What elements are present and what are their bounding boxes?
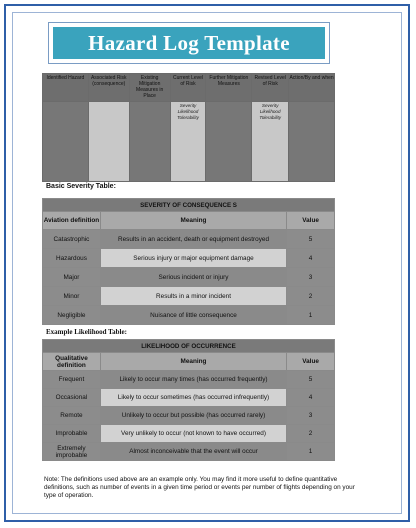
meaning-cell: Serious injury or major equipment damage	[100, 249, 286, 268]
definition-cell: Frequent	[43, 371, 101, 389]
table-row	[43, 443, 335, 461]
hazard-log-header: Further Mitigation Measures	[206, 74, 252, 102]
hazard-log-cell[interactable]	[206, 102, 252, 182]
hazard-log-cell[interactable]	[43, 102, 89, 182]
table-row	[43, 306, 335, 325]
hazard-log-header: Revised Level of Risk	[252, 74, 289, 102]
definition-cell: Occasional	[43, 389, 101, 407]
meaning-cell: Very unlikely to occur (not known to have occurred)	[100, 425, 286, 443]
footnote: Note: The definitions used above are an example only. You may find it more useful to define quantitative definitions, such as number of events in a given time period or events per number of flights depending on your type of operation.	[44, 476, 355, 499]
hazard-log-cell[interactable]	[129, 102, 170, 182]
hazard-log-cell[interactable]: Severity Likelihood Tolerability	[252, 102, 289, 182]
value-cell: 1	[287, 443, 335, 461]
value-cell: 2	[287, 287, 335, 306]
hazard-log-entry-row	[43, 102, 335, 182]
definition-cell: Extremely improbable	[43, 443, 101, 461]
meaning-cell: Results in a minor incident	[100, 287, 286, 306]
column-header: Aviation definition	[43, 212, 101, 230]
likelihood-column-headers	[43, 353, 335, 371]
likelihood-table-title: LIKELIHOOD OF OCCURRENCE	[43, 340, 335, 353]
hazard-log-header: Existing Mitigation Measures in Place	[129, 74, 170, 102]
table-row	[43, 407, 335, 425]
likelihood-table	[42, 339, 335, 461]
severity-table	[42, 198, 335, 325]
page-title: Hazard Log Template	[88, 30, 290, 55]
likelihood-table-label: Example Likelihood Table:	[46, 328, 127, 336]
severity-column-headers	[43, 212, 335, 230]
value-cell: 5	[287, 230, 335, 249]
value-cell: 5	[287, 371, 335, 389]
meaning-cell: Unlikely to occur but possible (has occurred rarely)	[100, 407, 286, 425]
title-banner-fill	[53, 27, 325, 59]
value-cell: 4	[287, 389, 335, 407]
hazard-log-cell[interactable]	[88, 102, 129, 182]
definition-cell: Major	[43, 268, 101, 287]
column-header: Qualitative definition	[43, 353, 101, 371]
column-header: Value	[287, 212, 335, 230]
hazard-log-cell[interactable]	[289, 102, 335, 182]
hazard-log-header: Action/By and when	[289, 74, 335, 102]
definition-cell: Catastrophic	[43, 230, 101, 249]
hazard-log-header: Identified Hazard	[43, 74, 89, 102]
meaning-cell: Serious incident or injury	[100, 268, 286, 287]
table-row	[43, 268, 335, 287]
severity-table-label: Basic Severity Table:	[46, 183, 116, 190]
table-row	[43, 230, 335, 249]
value-cell: 1	[287, 306, 335, 325]
definition-cell: Remote	[43, 407, 101, 425]
column-header: Meaning	[100, 353, 286, 371]
likelihood-title-row	[43, 340, 335, 353]
table-row	[43, 389, 335, 407]
hazard-log-header-row	[43, 74, 335, 102]
title-banner	[48, 22, 330, 64]
hazard-log-header: Associated Risk (consequence)	[88, 74, 129, 102]
definition-cell: Minor	[43, 287, 101, 306]
definition-cell: Improbable	[43, 425, 101, 443]
column-header: Meaning	[100, 212, 286, 230]
definition-cell: Hazardous	[43, 249, 101, 268]
table-row	[43, 371, 335, 389]
meaning-cell: Likely to occur many times (has occurred frequently)	[100, 371, 286, 389]
severity-table-title: SEVERITY OF CONSEQUENCE S	[43, 199, 335, 212]
value-cell: 3	[287, 407, 335, 425]
table-row	[43, 287, 335, 306]
column-header: Value	[287, 353, 335, 371]
value-cell: 2	[287, 425, 335, 443]
table-row	[43, 425, 335, 443]
hazard-log-table	[42, 73, 335, 182]
meaning-cell: Almost inconceivable that the event will occur	[100, 443, 286, 461]
hazard-log-cell[interactable]: Severity Likelihood Tolerability	[170, 102, 206, 182]
definition-cell: Negligible	[43, 306, 101, 325]
meaning-cell: Likely to occur sometimes (has occurred infrequently)	[100, 389, 286, 407]
value-cell: 4	[287, 249, 335, 268]
hazard-log-header: Current Level of Risk	[170, 74, 206, 102]
meaning-cell: Nuisance of little consequence	[100, 306, 286, 325]
table-row	[43, 249, 335, 268]
meaning-cell: Results in an accident, death or equipment destroyed	[100, 230, 286, 249]
severity-title-row	[43, 199, 335, 212]
value-cell: 3	[287, 268, 335, 287]
